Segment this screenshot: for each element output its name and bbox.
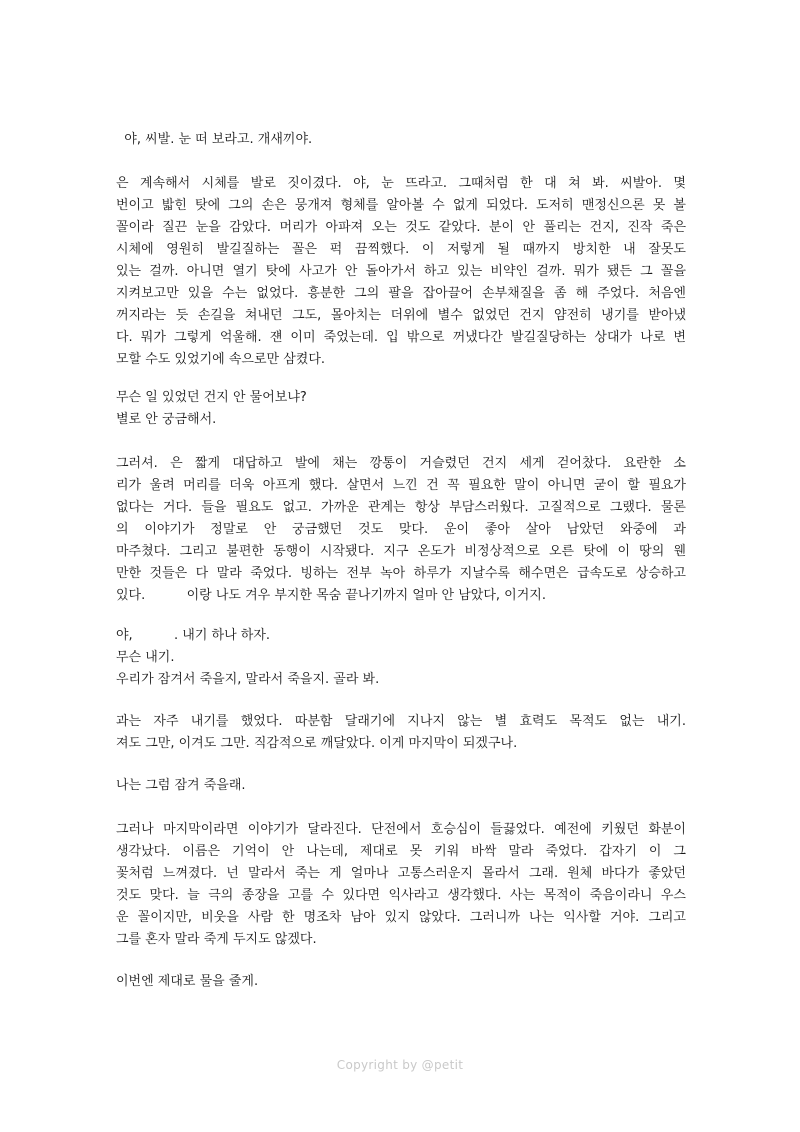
text-line: 것도 맞다. 늘 극의 종장을 고를 수 있다면 익사라고 생각했다. 사는 목적이 죽음이라니 우스 [116, 888, 686, 903]
text-line: 무슨 내기. [116, 650, 175, 665]
text-line: 과는 자주 내기를 했었다. 따분함 달래기에 지나지 않는 별 효력도 목적도 없는 내기. [116, 714, 686, 729]
text-line: 마주쳤다. 그리고 불편한 동행이 시작됐다. 지구 온도가 비정상적으로 오른 탓에 이 땅의 웬 [116, 544, 686, 559]
text-line: 꼴이라 질끈 눈을 감았다. 머리가 아파져 오는 것도 같았다. 분이 안 풀리는 건지, 진작 죽은 [116, 220, 686, 235]
text-line: 무슨 일 있었던 건지 안 물어보냐? [116, 390, 307, 405]
text-line: 생각났다. 이름은 기억이 안 나는데, 제대로 못 키워 바싹 말라 죽었다. 갑자기 이 그 [116, 844, 686, 859]
text-line: 모할 수도 있었기에 속으로만 삼켰다. [116, 352, 326, 367]
text-line: 다. 뭐가 그렇게 억울해. 쟨 이미 죽었는데. 입 밖으로 꺼냈다간 발길질당하는 상대가 나로 변 [116, 330, 686, 345]
copyright-footer: Copyright by @petit [336, 1058, 464, 1072]
text-line: 야, . 내기 하나 하자. [116, 628, 271, 643]
text-line: 꽃처럼 느껴졌다. 넌 말라서 죽는 게 얼마나 고통스러운지 몰라서 그래. 원체 바다가 좋았던 [116, 866, 686, 881]
text-line: 그러셔. 은 짧게 대답하고 발에 채는 깡통이 거슬렸던 건지 세게 걷어찼다. 요란한 소 [116, 456, 686, 471]
text-line: 꺼지라는 듯 손길을 쳐내던 그도, 몰아치는 더위에 별수 없었던 건지 얌전히 냉기를 받아냈 [116, 308, 686, 323]
text-line: 없다는 거다. 들을 필요도 없고. 가까운 관계는 항상 부담스러웠다. 고질적으로 그랬다. 물론 [116, 500, 686, 515]
text-line: 있는 걸까. 아니면 열기 탓에 사고가 안 돌아가서 하고 있는 비약인 걸까. 뭐가 됐든 그 꼴을 [116, 264, 686, 279]
text-line: 은 계속해서 시체를 발로 짓이겼다. 야, 눈 뜨라고. 그때처럼 한 대 쳐 봐. 씨발아. 몇 [116, 176, 686, 191]
text-line: 그를 혼자 말라 죽게 두지도 않겠다. [116, 932, 317, 947]
text-line: 별로 안 궁금해서. [116, 412, 217, 427]
text-line: 있다. 이랑 나도 겨우 부지한 목숨 끝나기까지 얼마 안 남았다, 이거지. [116, 588, 546, 603]
text-line: 나는 그럼 잠겨 죽을래. [116, 778, 246, 793]
text-line: 번이고 밟힌 탓에 그의 손은 뭉개져 형체를 알아볼 수 없게 되었다. 도저히 맨정신으론 못 볼 [116, 198, 686, 213]
text-line: 리가 울려 머리를 더욱 아프게 했다. 살면서 느낀 건 꼭 필요한 말이 아니면 굳이 할 필요가 [116, 478, 686, 493]
text-line: 우리가 잠겨서 죽을지, 말라서 죽을지. 골라 봐. [116, 672, 380, 687]
text-line: 져도 그만, 이겨도 그만. 직감적으로 깨달았다. 이게 마지막이 되겠구나. [116, 736, 518, 751]
text-line: 만한 것들은 다 말라 죽었다. 빙하는 전부 녹아 하루가 지날수록 해수면은 급속도로 상승하고 [116, 566, 686, 581]
text-line: 야, 씨발. 눈 떠 보라고. 개새끼야. [116, 132, 313, 147]
text-line: 지켜보고만 있을 수는 없었다. 흥분한 그의 팔을 잡아끌어 손부채질을 좀 해 주었다. 처음엔 [116, 286, 686, 301]
text-line: 그러나 마지막이라면 이야기가 달라진다. 단전에서 호승심이 들끓었다. 예전에 키웠던 화분이 [116, 822, 686, 837]
text-line: 의 이야기가 정말로 안 궁금했던 것도 맞다. 운이 좋아 살아 남았던 와중에 과 [116, 522, 686, 537]
text-line: 운 꼴이지만, 비웃을 사람 한 명조차 남아 있지 않았다. 그러니까 나는 익사할 거야. 그리고 [116, 910, 686, 925]
text-line: 이번엔 제대로 물을 줄게. [116, 974, 259, 989]
text-line: 시체에 영원히 발길질하는 꼴은 퍽 끔찍했다. 이 저렇게 될 때까지 방치한 내 잘못도 [116, 242, 686, 257]
